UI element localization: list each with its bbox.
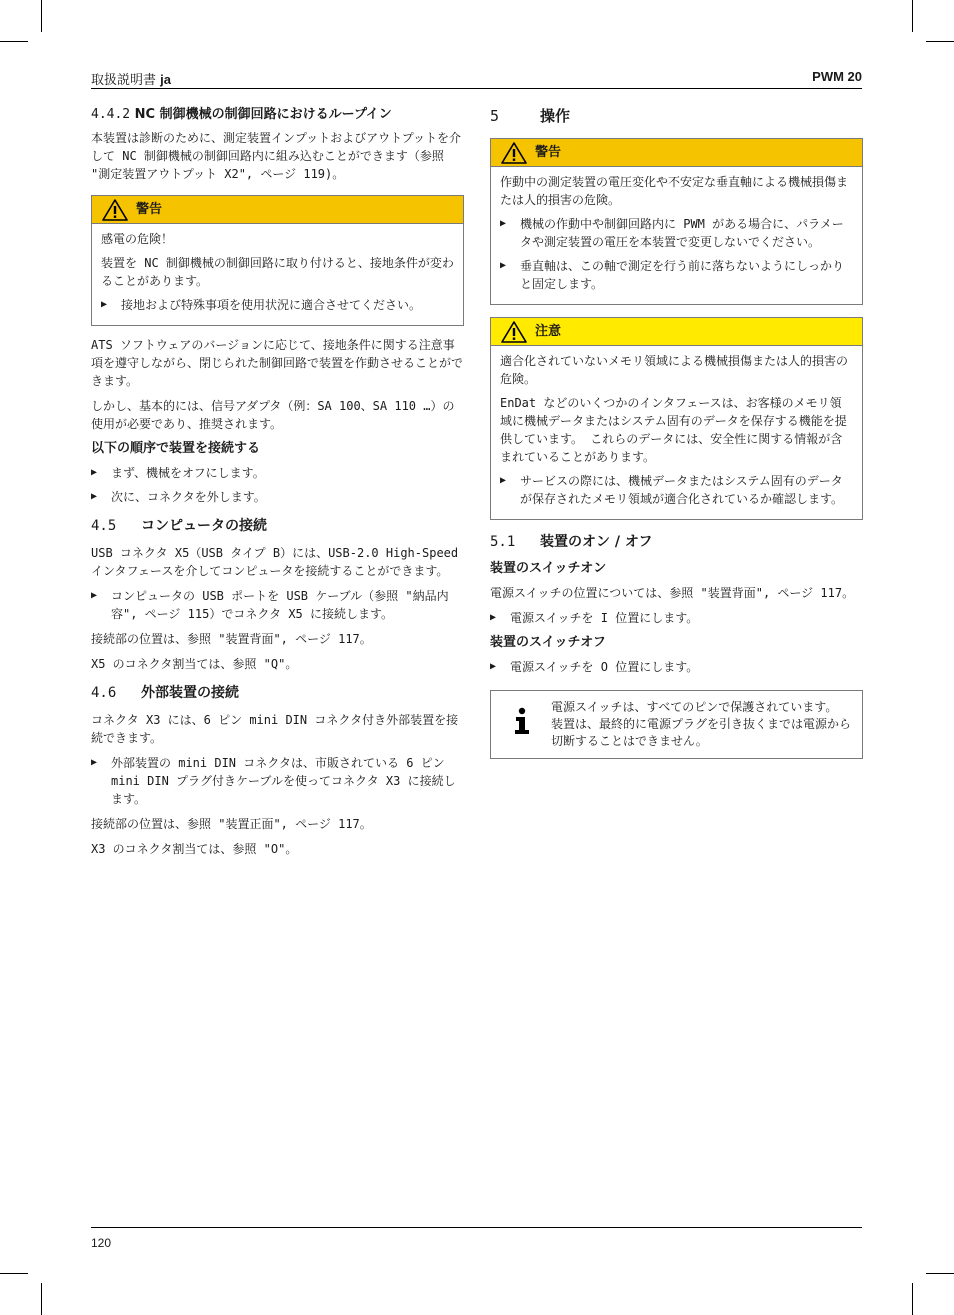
info-note-box	[490, 690, 863, 759]
warning-text: 装置を NC 制御機械の制御回路に取り付けると、接地条件が変わることがあります。	[101, 256, 454, 288]
doc-title: 取扱説明書	[91, 73, 157, 88]
warning-title-bar	[491, 139, 862, 167]
crop-mark	[41, 1283, 42, 1315]
warning-text: 作動中の測定装置の電圧変化や不安定な垂直軸による機械損傷または人的損害の危険。	[500, 175, 849, 207]
list-item: ▶ サービスの際には、機械データまたはシステム固有のデータが保存されたメモリ領域が適合化されているか確認します。	[500, 472, 853, 508]
info-text	[551, 699, 854, 750]
paragraph: 接続部の位置は、参照 "装置正面", ページ 117。	[91, 817, 372, 831]
paragraph: X5 のコネクタ割当ては、参照 "Q"。	[91, 657, 298, 671]
left-column	[91, 106, 464, 865]
info-icon	[507, 699, 541, 750]
switch-off-heading: 装置のスイッチオフ	[490, 635, 606, 650]
footer-rule	[91, 1227, 862, 1228]
running-header	[91, 69, 171, 88]
procedure-heading: 以下の順序で装置を接続する	[91, 441, 261, 456]
caution-actions	[500, 472, 853, 508]
page-number: 120	[91, 1236, 112, 1250]
warning-title-bar	[92, 196, 463, 224]
caution-label: 注意	[535, 323, 562, 339]
paragraph: コネクタ X3 には、6 ピン mini DIN コネクタ付き外部装置を接続できます。	[91, 713, 459, 745]
info-line: 電源スイッチは、すべてのピンで保護されています。	[551, 700, 838, 714]
warning-text: 感電の危険！	[101, 232, 174, 246]
instruction-list	[490, 658, 863, 676]
warning-body	[491, 167, 862, 304]
section-4-6-heading: 4.6 外部装置の接続	[91, 685, 239, 701]
section-5-heading: 5 操作	[490, 107, 571, 125]
right-column	[490, 106, 863, 759]
list-item: ▶ 外部装置の mini DIN コネクタは、市販されている 6 ピン mini DIN プラグ付きケーブルを使ってコネクタ X3 に接続します。	[91, 754, 464, 808]
section-4-5-heading: 4.5 コンピュータの接続	[91, 518, 267, 534]
warning-body	[92, 224, 463, 325]
crop-mark	[926, 41, 954, 42]
caution-text: EnDat などのいくつかのインタフェースは、お客様のメモリ領域に機械データまたはシステム固有のデータを保存する機能を提供しています。 これらのデータには、安全性に関する情報が含まれていることがあります。	[500, 396, 847, 464]
language-code: ja	[160, 72, 171, 87]
caution-body	[491, 346, 862, 519]
instruction-list	[91, 754, 464, 808]
switch-on-heading: 装置のスイッチオン	[490, 561, 607, 576]
list-item: ▶ 電源スイッチを O 位置にします。	[490, 658, 863, 676]
crop-mark	[0, 41, 28, 42]
paragraph: USB コネクタ X5（USB タイプ B）には、USB-2.0 High-Speed インタフェースを介してコンピュータを接続することができます。	[91, 546, 459, 578]
paragraph: X3 のコネクタ割当ては、参照 "O"。	[91, 842, 298, 856]
warning-triangle-icon	[501, 142, 527, 164]
section-4-4-2-heading: 4.4.2 NC 制御機械の制御回路におけるループイン	[91, 107, 392, 122]
warning-label: 警告	[136, 201, 163, 217]
list-item: ▶ 接地および特殊事項を使用状況に適合させてください。	[101, 296, 454, 314]
caution-triangle-icon	[501, 321, 527, 343]
crop-mark	[912, 1283, 913, 1315]
instruction-list	[91, 587, 464, 623]
list-item: ▶ 垂直軸は、この軸で測定を行う前に落ちないようにしっかりと固定します。	[500, 257, 853, 293]
paragraph: 電源スイッチの位置については、参照 "装置背面", ページ 117。	[490, 586, 855, 600]
list-item: ▶ まず、機械をオフにします。	[91, 464, 464, 482]
warning-triangle-icon	[102, 199, 128, 221]
warning-box	[490, 138, 863, 305]
caution-text: 適合化されていないメモリ領域による機械損傷または人的損害の危険。	[500, 354, 849, 386]
crop-mark	[912, 0, 913, 32]
product-name: PWM 20	[812, 69, 862, 84]
crop-mark	[41, 0, 42, 32]
caution-box	[490, 317, 863, 520]
paragraph: 本装置は診断のために、測定装置インプットおよびアウトプットを介して NC 制御機械の制御回路内に組み込むことができます（参照 "測定装置アウトプット X2", ページ 119)。	[91, 131, 461, 181]
warning-label: 警告	[535, 144, 562, 160]
crop-mark	[0, 1273, 28, 1274]
crop-mark	[926, 1273, 954, 1274]
list-item: ▶ 電源スイッチを I 位置にします。	[490, 609, 863, 627]
list-item: ▶ 機械の作動中や制御回路内に PWM がある場合に、パラメータや測定装置の電圧を本装置で変更しないでください。	[500, 215, 853, 251]
warning-actions	[500, 215, 853, 293]
info-line: 装置は、最終的に電源プラグを引き抜くまでは電源から切断することはできません。	[551, 717, 852, 748]
paragraph: しかし、基本的には、信号アダプタ（例：SA 100、SA 110 …）の使用が必要であり、推奨されます。	[91, 399, 455, 431]
instruction-list	[490, 609, 863, 627]
paragraph: 接続部の位置は、参照 "装置背面", ページ 117。	[91, 632, 372, 646]
warning-actions	[101, 296, 454, 314]
caution-title-bar	[491, 318, 862, 346]
list-item: ▶ 次に、コネクタを外します。	[91, 488, 464, 506]
section-5-1-heading: 5.1 装置のオン / オフ	[490, 534, 653, 550]
list-item: ▶ コンピュータの USB ポートを USB ケーブル（参照 "納品内容", ページ 115）でコネクタ X5 に接続します。	[91, 587, 464, 623]
procedure-list	[91, 464, 464, 506]
paragraph: ATS ソフトウェアのバージョンに応じて、接地条件に関する注意事項を遵守しながら、閉じられた制御回路で装置を作動させることができます。	[91, 338, 464, 388]
warning-box	[91, 195, 464, 326]
header-rule	[91, 88, 862, 89]
